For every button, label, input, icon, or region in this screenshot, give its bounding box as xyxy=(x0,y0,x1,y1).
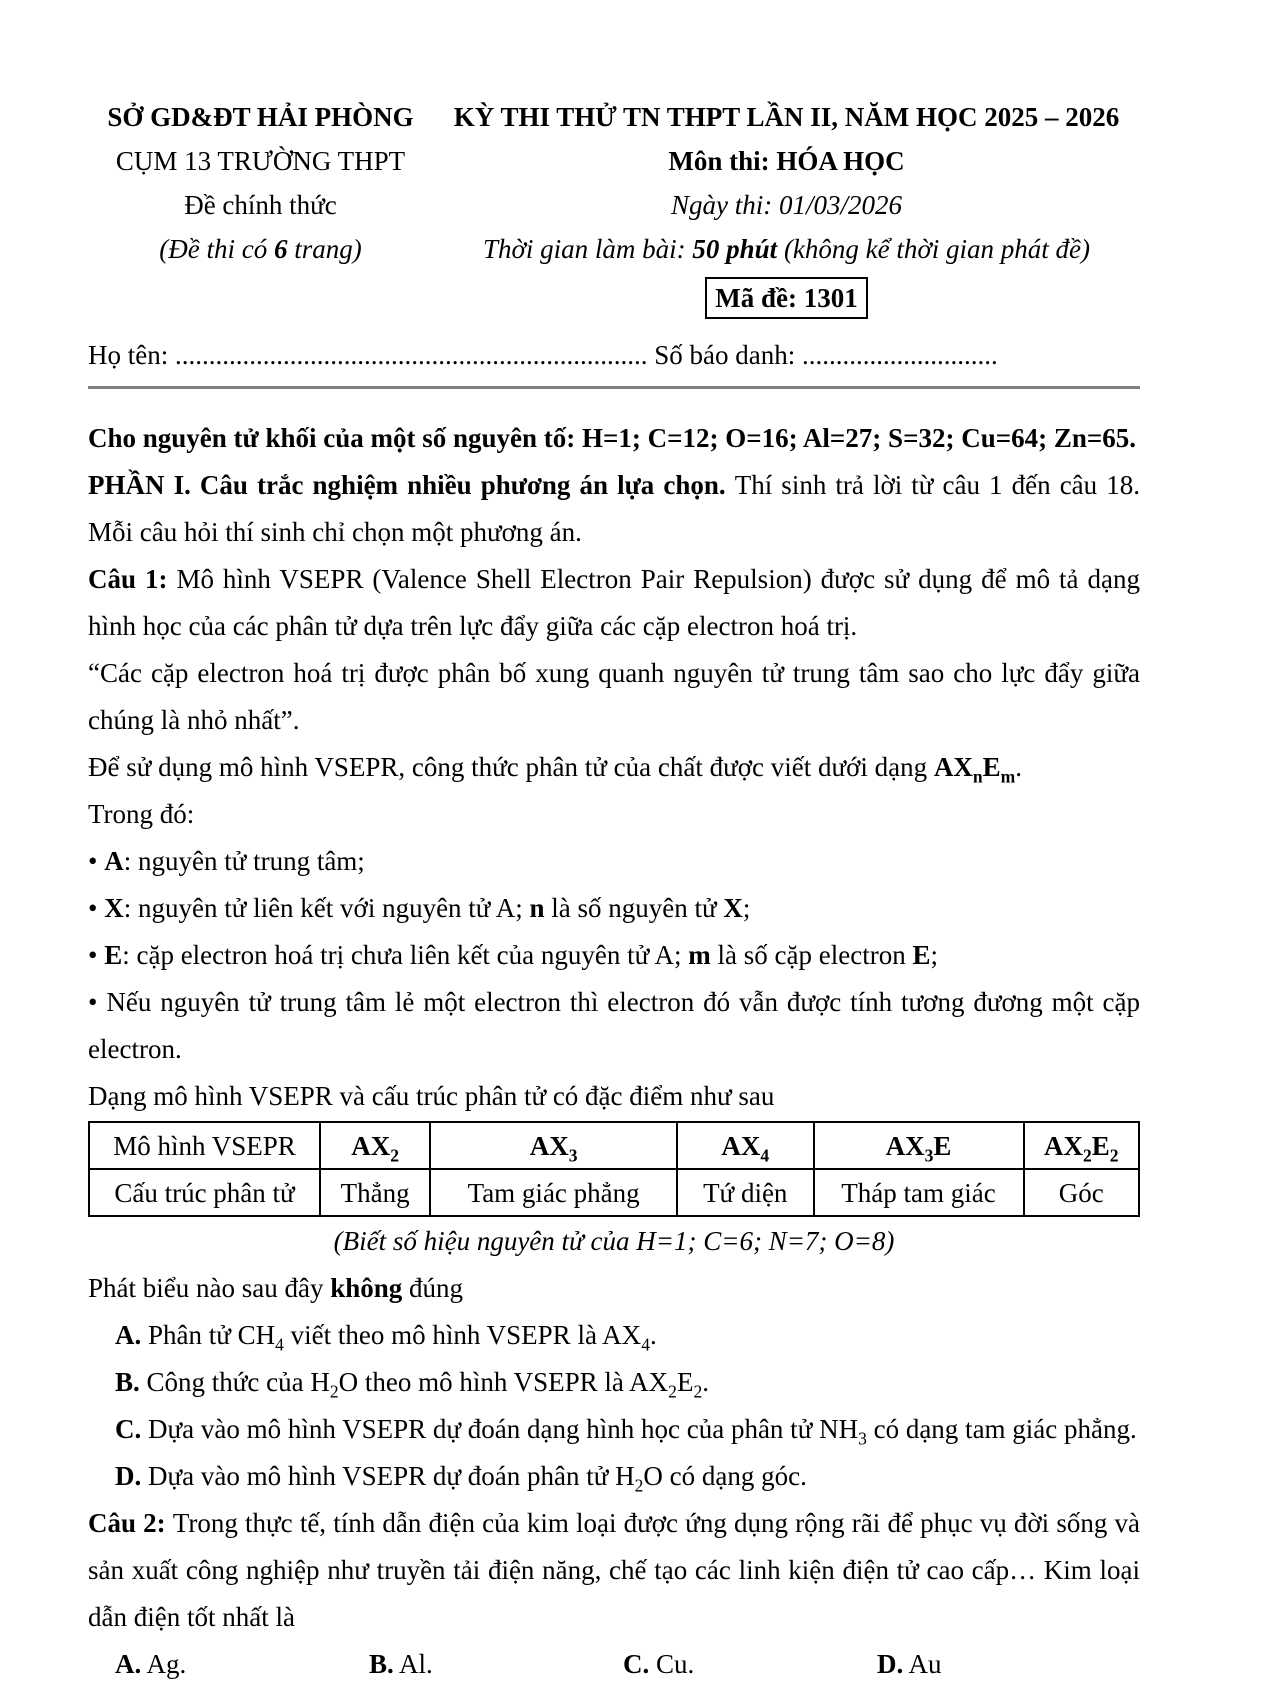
pages-note: (Đề thi có 6 trang) xyxy=(159,234,362,264)
table-cell: $AX_3E$ xyxy=(814,1122,1024,1169)
q2-option-c: C. Cu. xyxy=(623,1649,695,1679)
subject-line: Môn thi: HÓA HỌC xyxy=(668,146,905,176)
q1-stem-intro: Câu 1: Mô hình VSEPR (Valence Shell Electron Pair Repulsion) được sử dụng để mô tả dạng hình học của các phân tử dựa trên lực đẩy giữa các cặp electron hoá trị. xyxy=(88,564,1140,641)
header-left-block xyxy=(88,95,433,320)
q1-option-d: D. Dựa vào mô hình VSEPR dự đoán phân tử $H_2O$ có dạng góc. xyxy=(115,1461,807,1496)
q1-bullet-a: • A: nguyên tử trung tâm; xyxy=(88,846,365,876)
q2-option-b: B. Al. xyxy=(369,1649,433,1679)
q1-option-c: C. Dựa vào mô hình VSEPR dự đoán dạng hình học của phân tử $NH_3$ có dạng tam giác phẳng. xyxy=(115,1414,1137,1449)
table-cell: Thẳng xyxy=(320,1169,430,1216)
table-cell: Góc xyxy=(1024,1169,1140,1216)
q1-formula-line: Để sử dụng mô hình VSEPR, công thức phân tử của chất được viết dưới dạng $AX_nE_m$. xyxy=(88,752,1022,787)
exam-title: KỲ THI THỬ TN THPT LẦN II, NĂM HỌC 2025 – 2026 xyxy=(453,102,1120,132)
issuing-org: SỞ GD&ĐT HẢI PHÒNG xyxy=(107,102,414,132)
table-cell: $AX_2E_2$ xyxy=(1024,1122,1140,1169)
candidate-info-line: Họ tên: ...................................................................... Số báo danh: ............................. xyxy=(88,340,998,370)
q1-bullet-e: • E: cặp electron hoá trị chưa liên kết của nguyên tử A; m là số cặp electron E; xyxy=(88,940,938,970)
divider-line xyxy=(88,386,1140,389)
school-cluster: CỤM 13 TRƯỜNG THPT xyxy=(115,146,406,176)
vsepr-table xyxy=(88,1121,1140,1217)
table-cell: $AX_2$ xyxy=(320,1122,430,1169)
doc-type: Đề chính thức xyxy=(184,190,337,220)
vsepr-table-structure-row xyxy=(89,1169,1139,1216)
part1-heading: PHẦN I. Câu trắc nghiệm nhiều phương án lựa chọn. Thí sinh trả lời từ câu 1 đến câu 18. Mỗi câu hỏi thí sinh chỉ chọn một phương án. xyxy=(88,470,1140,547)
q1-option-a: A. Phân tử $CH_4$ viết theo mô hình VSEPR là $AX_4$. xyxy=(115,1320,657,1355)
q1-question-stem: Phát biểu nào sau đây không đúng xyxy=(88,1273,464,1303)
exam-header xyxy=(88,95,1140,320)
exam-code-box: Mã đề: 1301 xyxy=(705,277,867,319)
exam-body xyxy=(88,415,1140,1688)
header-right-block xyxy=(433,95,1140,320)
q2-option-d: D. Au xyxy=(877,1649,942,1679)
exam-date: Ngày thi: 01/03/2026 xyxy=(671,190,902,220)
table-cell: $AX_3$ xyxy=(430,1122,677,1169)
atomic-mass-note: Cho nguyên tử khối của một số nguyên tố: H=1; C=12; O=16; Al=27; S=32; Cu=64; Zn=65. xyxy=(88,423,1136,453)
table-cell: Tháp tam giác xyxy=(814,1169,1024,1216)
table-cell: Tứ diện xyxy=(677,1169,814,1216)
table-cell: Tam giác phẳng xyxy=(430,1169,677,1216)
q1-bullet-odd-electron: • Nếu nguyên tử trung tâm lẻ một electron thì electron đó vẫn được tính tương đương một cặp electron. xyxy=(88,987,1140,1064)
table-cell: Cấu trúc phân tử xyxy=(89,1169,320,1216)
q1-option-b: B. Công thức của $H_2O$ theo mô hình VSEPR là $AX_2E_2$. xyxy=(115,1367,709,1402)
q1-quote: “Các cặp electron hoá trị được phân bố xung quanh nguyên tử trung tâm sao cho lực đẩy giữa chúng là nhỏ nhất”. xyxy=(88,658,1140,735)
q1-table-lead: Dạng mô hình VSEPR và cấu trúc phân tử có đặc điểm như sau xyxy=(88,1081,775,1111)
duration-line: Thời gian làm bài: 50 phút (không kể thời gian phát đề) xyxy=(482,234,1091,264)
q2-options-row xyxy=(88,1641,1140,1688)
q2-option-a: A. Ag. xyxy=(115,1649,187,1679)
q2-stem: Câu 2: Trong thực tế, tính dẫn điện của kim loại được ứng dụng rộng rãi để phục vụ đời sống và sản xuất công nghiệp như truyền tải điện năng, chế tạo các linh kiện điện tử cao cấp… Kim loại dẫn điện tốt nhất là xyxy=(88,1508,1140,1632)
exam-code-line xyxy=(433,276,1140,320)
q1-atomic-number-note: (Biết số hiệu nguyên tử của H=1; C=6; N=7; O=8) xyxy=(333,1226,895,1256)
q1-bullet-x: • X: nguyên tử liên kết với nguyên tử A; n là số nguyên tử X; xyxy=(88,893,751,923)
table-cell: $AX_4$ xyxy=(677,1122,814,1169)
vsepr-table-header-row xyxy=(89,1122,1139,1169)
q1-trong-do: Trong đó: xyxy=(88,799,195,829)
table-cell: Mô hình VSEPR xyxy=(89,1122,320,1169)
